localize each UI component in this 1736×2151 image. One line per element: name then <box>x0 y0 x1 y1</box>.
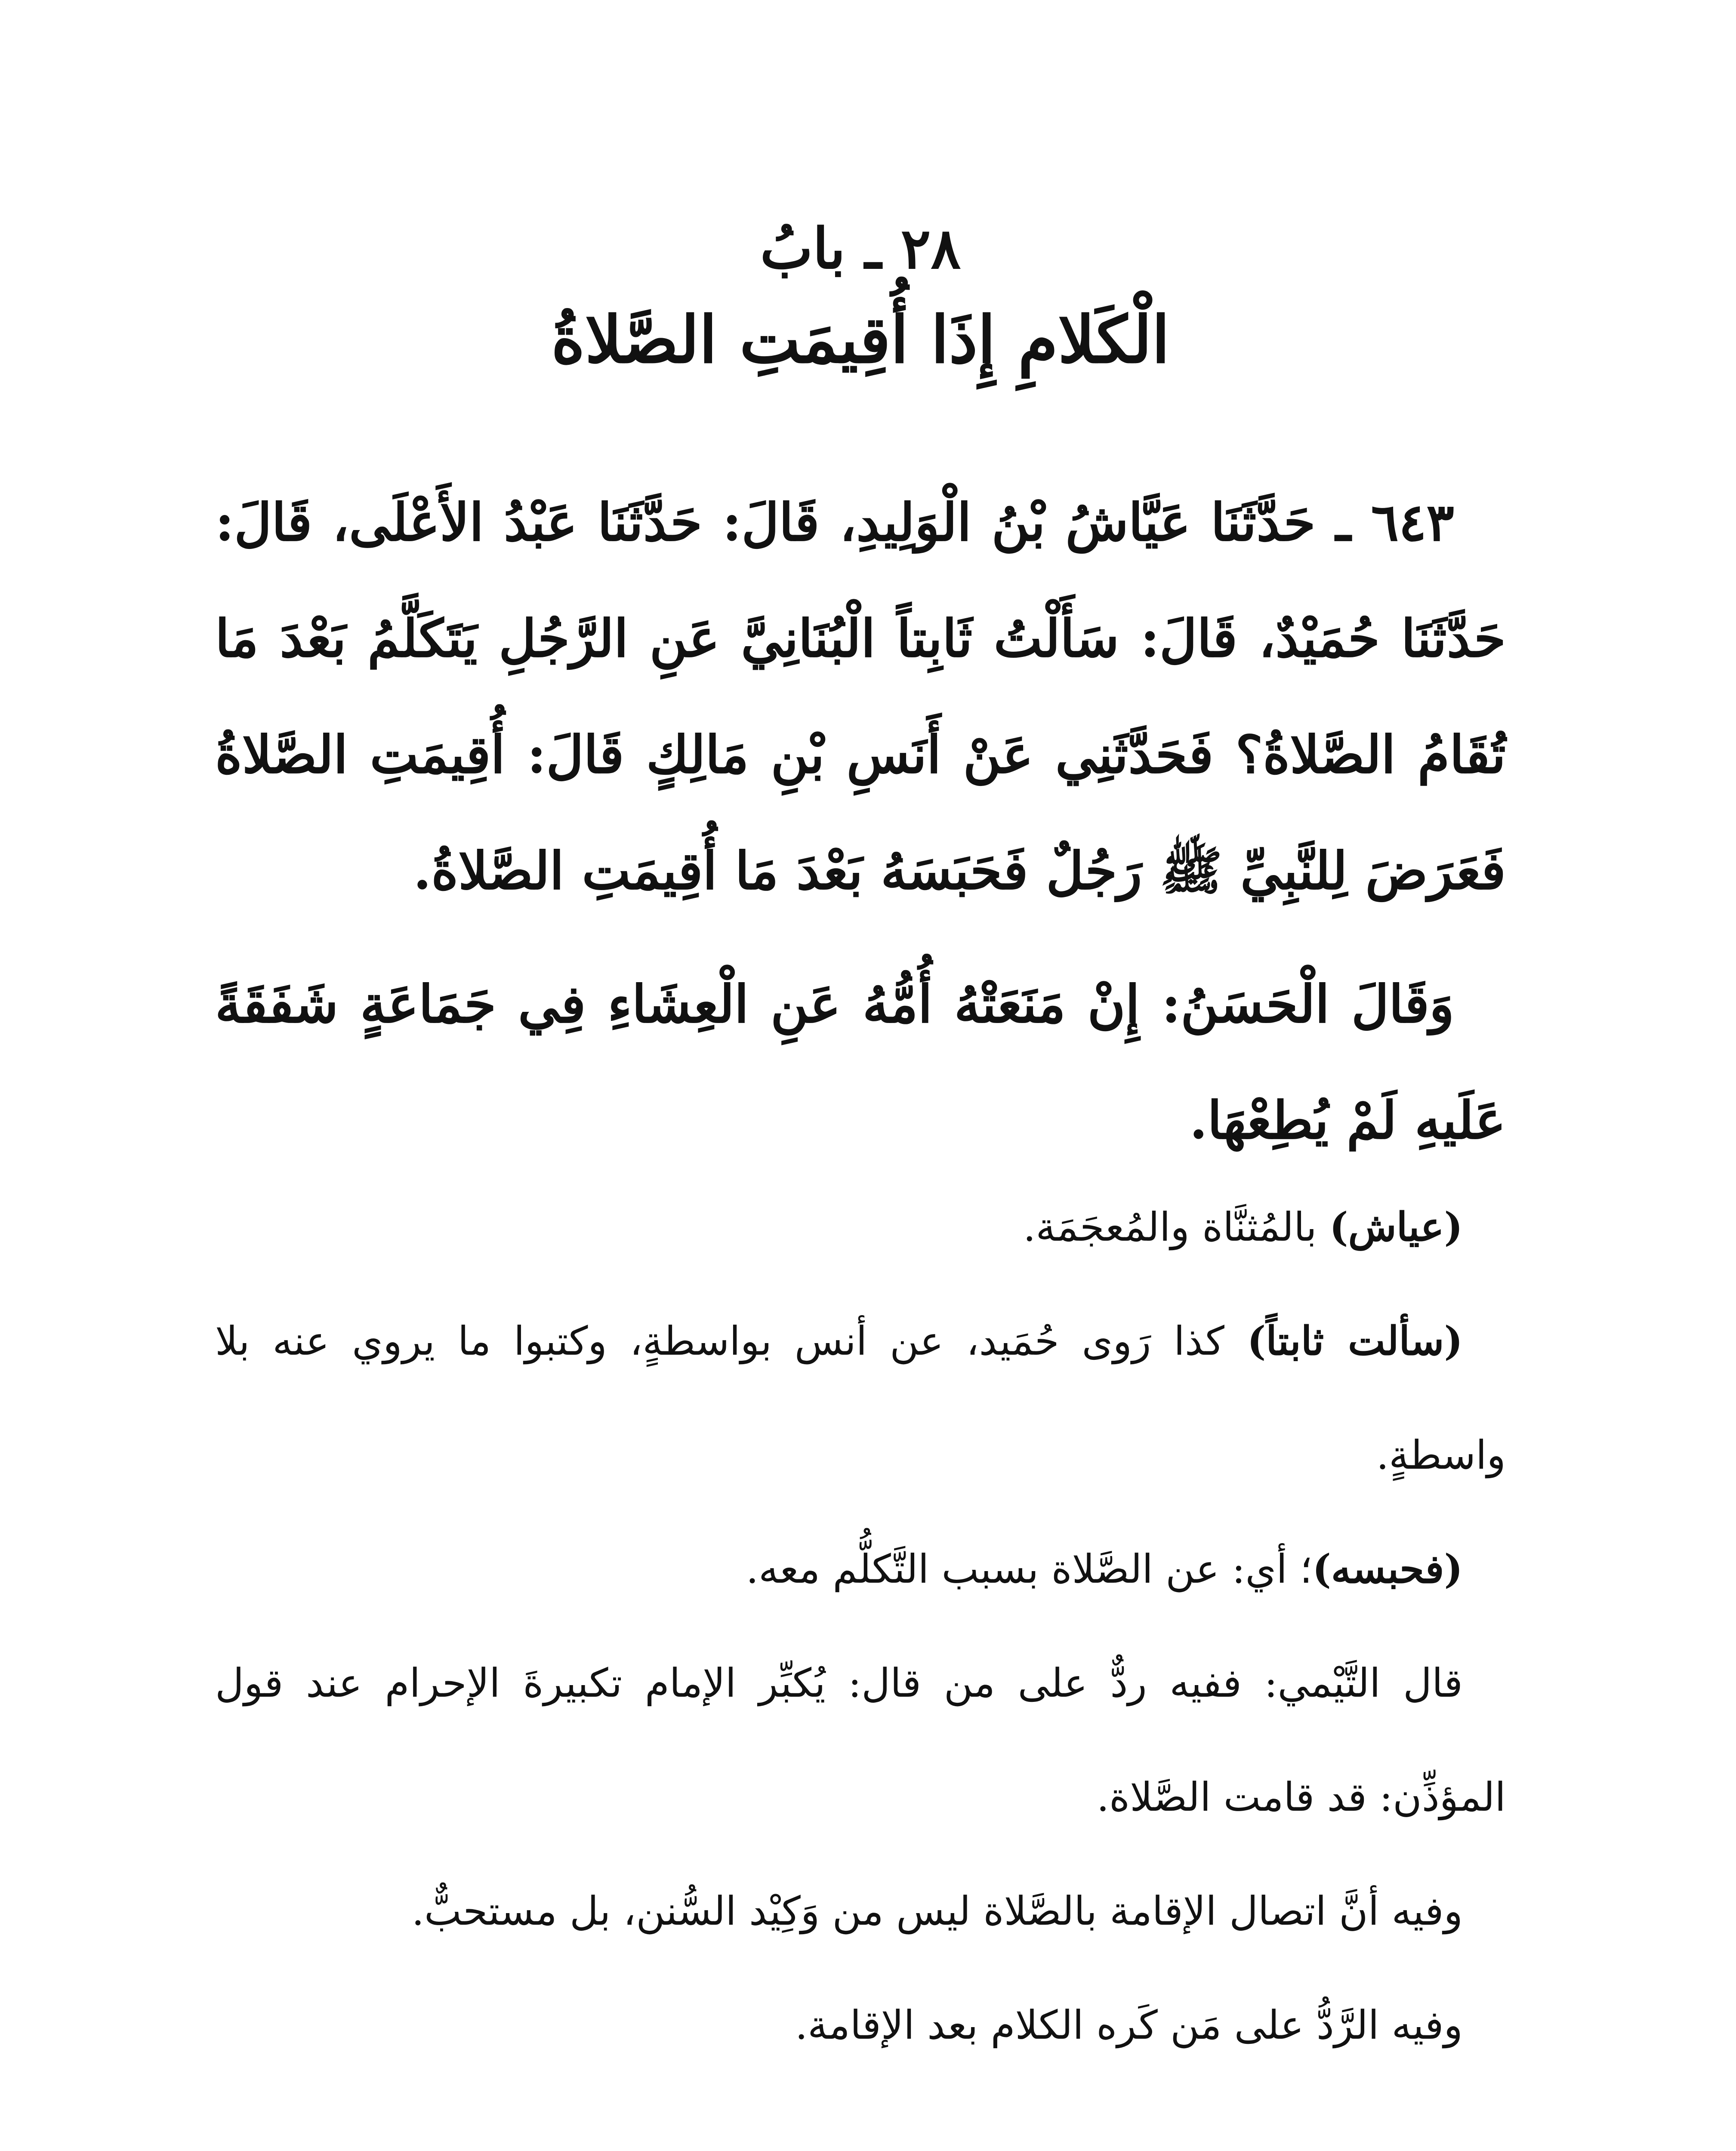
commentary-paragraph <box>215 1170 1506 1284</box>
chapter-number: ٢٨ ـ بابُ <box>760 216 961 281</box>
commentary-paragraph <box>215 1284 1506 1512</box>
commentary-paragraph: وفيه أنَّ اتصال الإقامة بالصَّلاة ليس من وَكِيْد السُّنن، بل مستحبٌّ. <box>411 1888 1463 1934</box>
commentary-text: ؛ أي: عن الصَّلاة بسبب التَّكلُّم معه. <box>746 1546 1313 1592</box>
commentary-text: كذا رَوى حُمَيد، عن أنس بواسطةٍ، وكتبوا ما يروي عنه بلا واسطةٍ. <box>215 1318 1506 1478</box>
book-page <box>215 0 1506 2151</box>
hadith-paragraph: وَقَالَ الْحَسَنُ: إِنْ مَنَعَتْهُ أُمُّهُ عَنِ الْعِشَاءِ فِي جَمَاعَةٍ شَفَقَةً عَلَيهِ لَمْ يُطِعْهَا. <box>215 974 1506 1151</box>
commentary-term: (فحبسه) <box>1312 1546 1463 1592</box>
hadith-paragraph: ٦٤٣ ـ حَدَّثَنَا عَيَّاشُ بْنُ الْوَلِيدِ، قَالَ: حَدَّثَنَا عَبْدُ الأَعْلَى، قَالَ: حَدَّثَنَا حُمَيْدٌ، قَالَ: سَأَلْتُ ثَابِتاً الْبُنَانِيَّ عَنِ الرَّجُلِ يَتَكَلَّمُ بَعْدَ مَا تُقَامُ الصَّلاةُ؟ فَحَدَّثَنِي عَنْ أَنَسِ بْنِ مَالِكٍ قَالَ: أُقِيمَتِ الصَّلاةُ فَعَرَضَ لِلنَّبِيِّ ﷺ رَجُلٌ فَحَبَسَهُ بَعْدَ مَا أُقِيمَتِ الصَّلاةُ. <box>215 492 1506 901</box>
commentary-term: (عياش) <box>1329 1204 1463 1250</box>
commentary-text: بالمُثنَّاة والمُعجَمَة. <box>1023 1204 1329 1250</box>
commentary-paragraph: قال التَّيْمي: ففيه ردٌّ على من قال: يُكبِّر الإمام تكبيرةَ الإحرام عند قول المؤذِّن: قد قامت الصَّلاة. <box>215 1660 1506 1820</box>
commentary-term: (سألت ثابتاً) <box>1247 1318 1463 1364</box>
hadith-text <box>215 465 1506 1179</box>
commentary-paragraph <box>215 1512 1506 1626</box>
commentary <box>215 1170 1506 2082</box>
chapter-title: الْكَلامِ إِذَا أُقِيمَتِ الصَّلاةُ <box>551 302 1170 378</box>
commentary-paragraph: وفيه الرَّدُّ على مَن كَره الكلام بعد الإقامة. <box>795 2002 1463 2048</box>
